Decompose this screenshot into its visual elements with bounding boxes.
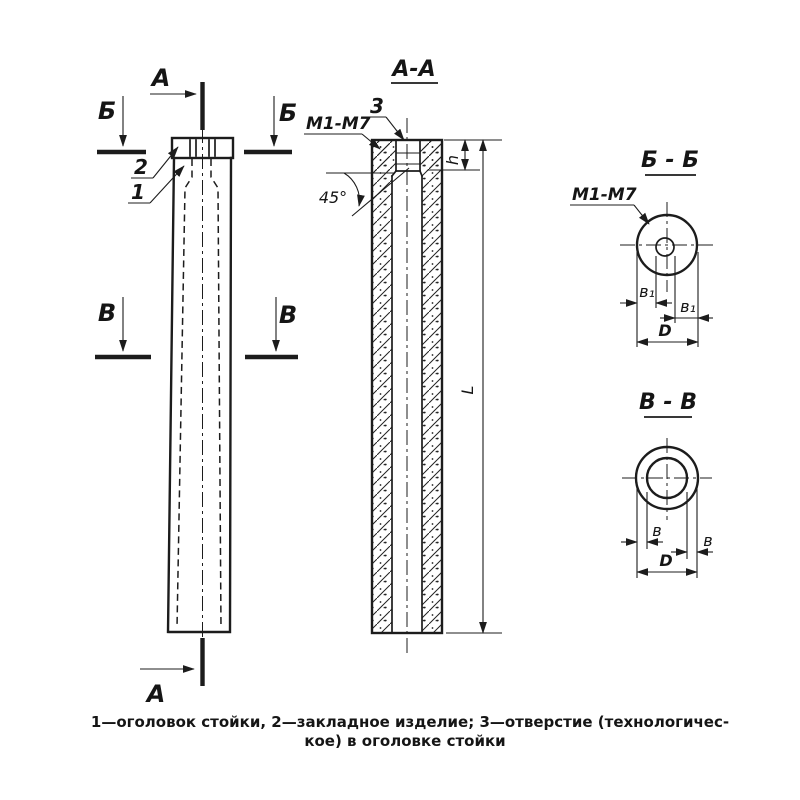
embeds-leader-bb [634,205,649,224]
tech-hole-fill [396,140,420,171]
callout-3-label: 3 [370,94,384,118]
callout-1-leader [150,166,184,203]
wall-left-hatch [372,140,392,633]
dim-b-left-label: в [652,521,662,540]
dim-b1-left-label: в₁ [639,282,655,301]
hidden-cavity-left [177,159,192,628]
embeds-label-bb: М1-М7 [572,185,637,205]
embeds-label-aa: М1-М7 [306,114,371,134]
section-vv-title: В - В [639,390,697,415]
section-bb-title: Б - Б [641,148,699,173]
cut-label-v-left: В [97,299,117,327]
section-aa-view [304,57,502,656]
dim-L-label: L [458,385,477,395]
cut-label-a-bottom: А [146,680,166,708]
caption-line-1: 1—оголовок стойки, 2—закладное изделие; 3—отверстие (технологичес- [90,713,730,731]
bb-center-hole [656,238,674,256]
dim-h-label: h [443,154,462,166]
figure-caption [91,713,729,750]
post-body-outline [168,158,231,632]
elevation-view [95,64,298,708]
angle-label: 45° [318,188,348,207]
hidden-cavity-right [211,159,221,628]
callout-3-leader [386,117,404,140]
callout-2-label: 2 [134,155,148,179]
section-aa-title: А-А [392,57,436,82]
dim-D-vv-label: D [659,551,673,570]
dim-b-right-label: в [703,531,713,550]
dim-D-bb-label: D [658,321,672,340]
dim-b1-right-label: в₁ [680,297,696,316]
cut-label-b-right: Б [278,99,298,127]
cut-label-v-right: В [278,301,298,329]
callout-1-label: 1 [131,180,145,204]
wall-right-hatch [422,140,442,633]
section-bb-view [570,148,714,347]
cut-label-b-left: Б [97,97,117,125]
caption-line-2: кое) в оголовке стойки [304,732,506,750]
section-vv-view [621,390,713,578]
cut-label-a-top: А [151,64,171,92]
